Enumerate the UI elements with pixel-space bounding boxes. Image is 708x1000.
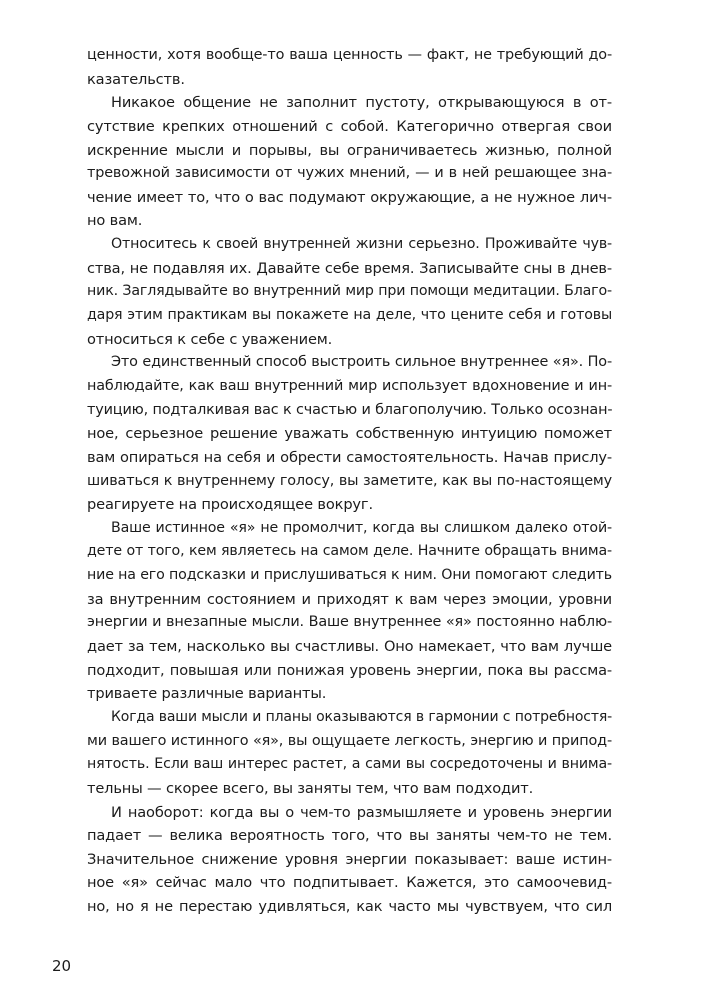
text-line: но, но я не перестаю удивляться, как часто мы чувствуем, что сил <box>87 898 612 916</box>
text-line: казательств. <box>87 70 185 88</box>
text-line: ное «я» сейчас мало что подпитывает. Кажется, это самоочевид- <box>87 874 612 892</box>
text-line: Когда ваши мысли и планы оказываются в гармонии с потребностя- <box>111 708 612 725</box>
text-line: вам опираться на себя и обрести самостоятельность. Начав прислу- <box>87 448 612 466</box>
text-line: Никакое общение не заполнит пустоту, открывающуюся в от- <box>111 94 612 112</box>
text-line: туицию, подталкивая вас к счастью и благополучию. Только осознан- <box>87 401 613 418</box>
body-text <box>87 44 612 919</box>
text-line: Это единственный способ выстроить сильное внутреннее «я». По- <box>111 354 612 371</box>
text-line: Ваше истинное «я» не промолчит, когда вы слишком далеко отой- <box>111 519 612 536</box>
text-line: падает — велика вероятность того, что вы заняты чем-то не тем. <box>87 827 612 845</box>
text-line: но вам. <box>87 212 143 230</box>
text-line: наблюдайте, как ваш внутренний мир использует вдохновение и ин- <box>87 377 612 394</box>
text-line: относиться к себе с уважением. <box>87 330 333 348</box>
text-line: ценности, хотя вообще-то ваша ценность — факт, не требующий до- <box>87 47 612 63</box>
text-line: ное, серьезное решение уважать собственную интуицию поможет <box>87 425 612 443</box>
text-line: ства, не подавляя их. Давайте себе время. Записывайте сны в днев- <box>87 259 612 277</box>
text-line: подходит, повышая или понижая уровень энергии, пока вы рассма- <box>87 661 612 679</box>
text-line: ми вашего истинного «я», вы ощущаете легкость, энергию и припод- <box>87 732 612 749</box>
text-line: триваете различные варианты. <box>87 685 327 703</box>
text-line: нятость. Если ваш интерес растет, а сами вы сосредоточены и внима- <box>87 756 612 773</box>
text-line: даря этим практикам вы покажете на деле, что цените себя и готовы <box>87 307 612 324</box>
text-line: ник. Заглядывайте во внутренний мир при помощи медитации. Благо- <box>87 283 612 300</box>
text-line: тельны — скорее всего, вы заняты тем, что вам подходит. <box>87 779 534 797</box>
text-line: дете от того, кем являетесь на самом деле. Начните обращать внима- <box>87 543 612 560</box>
text-line: ние на его подсказки и прислушиваться к ним. Они помогают следить <box>87 567 612 584</box>
text-line: И наоборот: когда вы о чем-то размышляете и уровень энергии <box>111 803 612 821</box>
text-line: дает за тем, насколько вы счастливы. Оно намекает, что вам лучше <box>87 638 612 656</box>
text-line: сутствие крепких отношений с собой. Категорично отвергая свои <box>87 117 612 135</box>
page-number: 20 <box>52 957 72 975</box>
text-line: за внутренним состоянием и приходят к вам через эмоции, уровни <box>87 590 612 608</box>
text-line: искренние мысли и порывы, вы ограничиваетесь жизнью, полной <box>87 141 612 159</box>
text-line: реагируете на происходящее вокруг. <box>87 496 373 514</box>
text-line: тревожной зависимости от чужих мнений, — и в ней решающее зна- <box>87 165 612 182</box>
text-line: шиваться к внутреннему голосу, вы заметите, как вы по-настоящему <box>87 472 612 489</box>
text-line: энергии и внезапные мысли. Ваше внутреннее «я» постоянно наблю- <box>87 614 612 631</box>
text-line: Относитесь к своей внутренней жизни серьезно. Проживайте чув- <box>111 236 612 253</box>
text-line: чение имеет то, что о вас подумают окружающие, а не нужное лич- <box>87 188 612 206</box>
text-line: Значительное снижение уровня энергии показывает: ваше истин- <box>87 850 612 868</box>
